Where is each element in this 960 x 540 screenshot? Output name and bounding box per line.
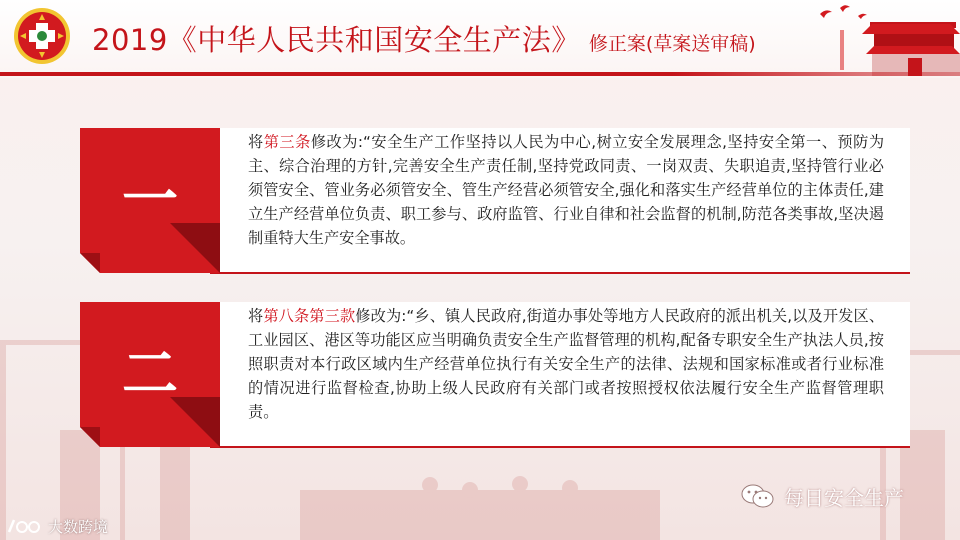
article-prefix: 将 xyxy=(248,133,264,151)
article-number-badge xyxy=(80,302,240,447)
article-number-badge xyxy=(80,128,240,273)
header-bar xyxy=(0,0,960,78)
safety-emblem-icon xyxy=(12,6,72,66)
article-text xyxy=(248,304,884,424)
article-underline xyxy=(210,446,910,448)
article-underline xyxy=(210,272,910,274)
article-reference: 第八条第三款 xyxy=(263,307,356,325)
article-reference: 第三条 xyxy=(263,133,311,151)
title-subtitle: 修正案(草案送审稿) xyxy=(588,33,756,55)
page-title xyxy=(92,18,756,62)
article-item xyxy=(80,302,910,450)
article-prefix: 将 xyxy=(248,307,264,325)
dashu-logo-icon xyxy=(6,516,42,536)
wechat-icon xyxy=(740,483,776,509)
wechat-account xyxy=(740,482,904,510)
watermark-text: 大数跨境 xyxy=(48,517,109,536)
wechat-account-name: 每日安全生产 xyxy=(784,485,904,510)
article-text xyxy=(248,130,884,250)
article-item xyxy=(80,128,910,276)
article-number: 一 xyxy=(122,168,178,233)
article-body: 修改为:“安全生产工作坚持以人民为中心,树立安全发展理念,坚持安全第一、预防为主、综合治理的方针,完善安全生产责任制,坚持党政同责、一岗双责、失职追责,坚持管行业必须管安全、管业务必须管安全、管生产经营必须管安全,强化和落实生产经营单位的主体责任,建立生产经营单位负责、职工参与、政府监管、行业自律和社会监督的机制,防范各类事故,坚决遏制重特大生产安全事故。 xyxy=(248,133,885,247)
watermark xyxy=(6,514,108,538)
article-body: 修改为:“乡、镇人民政府,街道办事处等地方人民政府的派出机关,以及开发区、工业园区、港区等功能区应当明确负责安全生产监督管理的机构,配备专职安全生产执法人员,按照职责对本行政区域内生产经营单位执行有关安全生产的法律、法规和国家标准或者行业标准的情况进行监督检查,协助上级人民政府有关部门或者按照授权依法履行安全生产监督管理职责。 xyxy=(248,307,885,421)
article-number: 二 xyxy=(122,342,178,407)
header-rule xyxy=(0,72,960,76)
tiananmen-decoration-icon xyxy=(800,0,960,76)
title-main: 2019《中华人民共和国安全生产法》 xyxy=(92,23,581,57)
